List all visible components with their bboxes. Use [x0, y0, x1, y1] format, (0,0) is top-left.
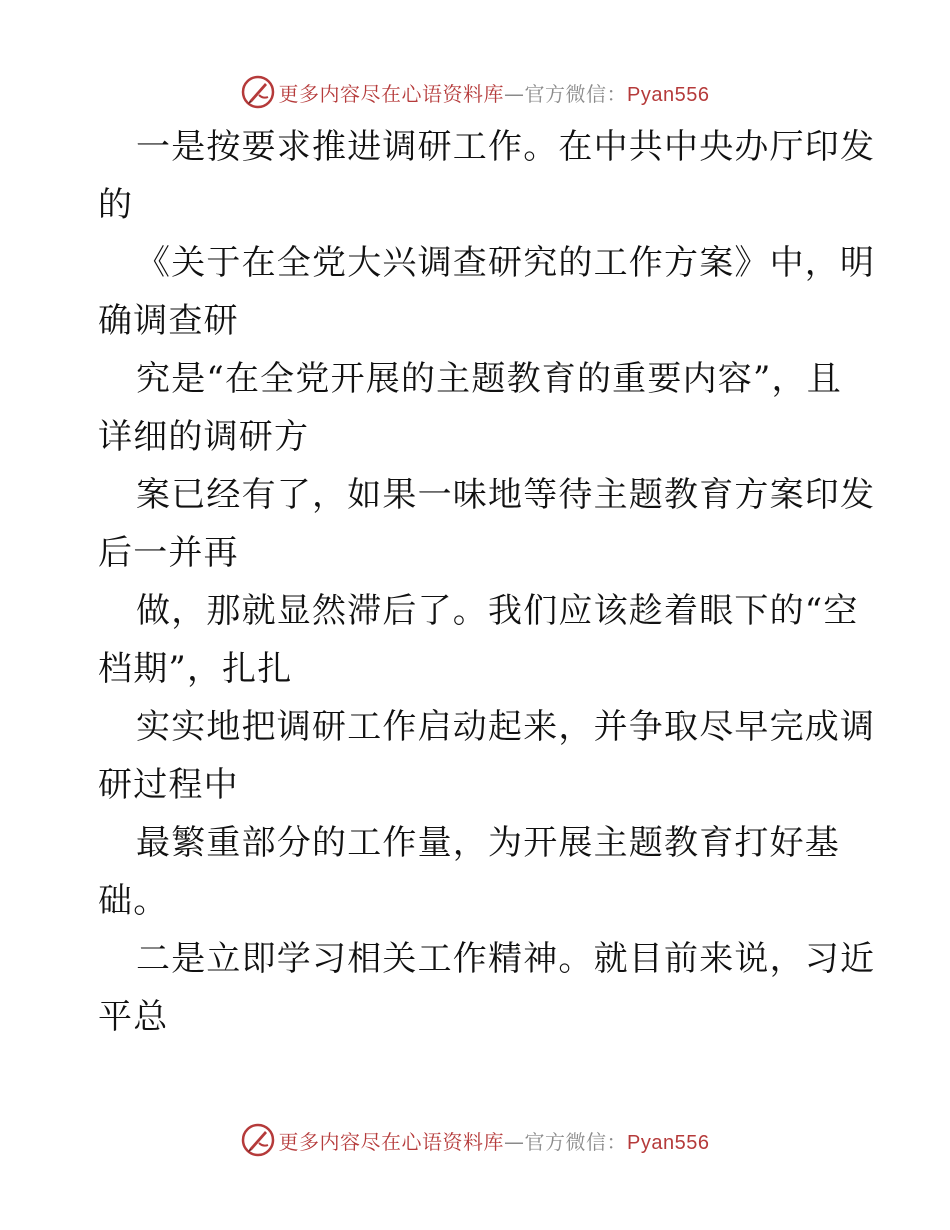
quill-pen-logo-icon	[241, 75, 275, 109]
body-line: 确调查研	[98, 301, 239, 341]
footer-contact-id: Pyan556	[627, 1131, 710, 1154]
body-line: 后一并再	[98, 533, 239, 573]
footer-separator: —	[504, 1129, 525, 1154]
body-line: 一是按要求推进调研工作。在中共中央办厅印发	[136, 127, 876, 167]
footer-site-text: 更多内容尽在心语资料库	[278, 1129, 505, 1154]
body-line: 案已经有了，如果一味地等待主题教育方案印发	[136, 475, 876, 515]
footer-banner-text	[279, 1126, 710, 1155]
body-line: 二是立即学习相关工作精神。就目前来说，习近	[136, 939, 876, 979]
header-contact-label: 官方微信：	[524, 81, 628, 106]
body-line: 研过程中	[98, 765, 239, 805]
body-line: 础。	[98, 881, 169, 921]
document-body	[98, 118, 876, 1046]
quill-pen-logo-icon	[241, 1123, 275, 1157]
body-line: 档期”，扎扎	[98, 649, 293, 689]
body-line: 做，那就显然滞后了。我们应该趁着眼下的“空	[136, 591, 859, 631]
footer-contact-label: 官方微信：	[524, 1129, 628, 1154]
header-separator: —	[504, 81, 525, 106]
header-banner	[0, 72, 950, 112]
footer-banner	[0, 1120, 950, 1160]
body-line: 究是“在全党开展的主题教育的重要内容”，且	[136, 359, 842, 399]
body-line: 详细的调研方	[98, 417, 310, 457]
body-line: 最繁重部分的工作量，为开展主题教育打好基	[136, 823, 840, 863]
header-site-text: 更多内容尽在心语资料库	[278, 81, 505, 106]
body-line: 《关于在全党大兴调查研究的工作方案》中，明	[136, 243, 876, 283]
body-line: 平总	[98, 997, 169, 1037]
header-banner-text	[279, 78, 710, 107]
body-line: 实实地把调研工作启动起来，并争取尽早完成调	[136, 707, 876, 747]
header-contact-id: Pyan556	[627, 83, 710, 106]
body-line: 的	[98, 185, 134, 225]
